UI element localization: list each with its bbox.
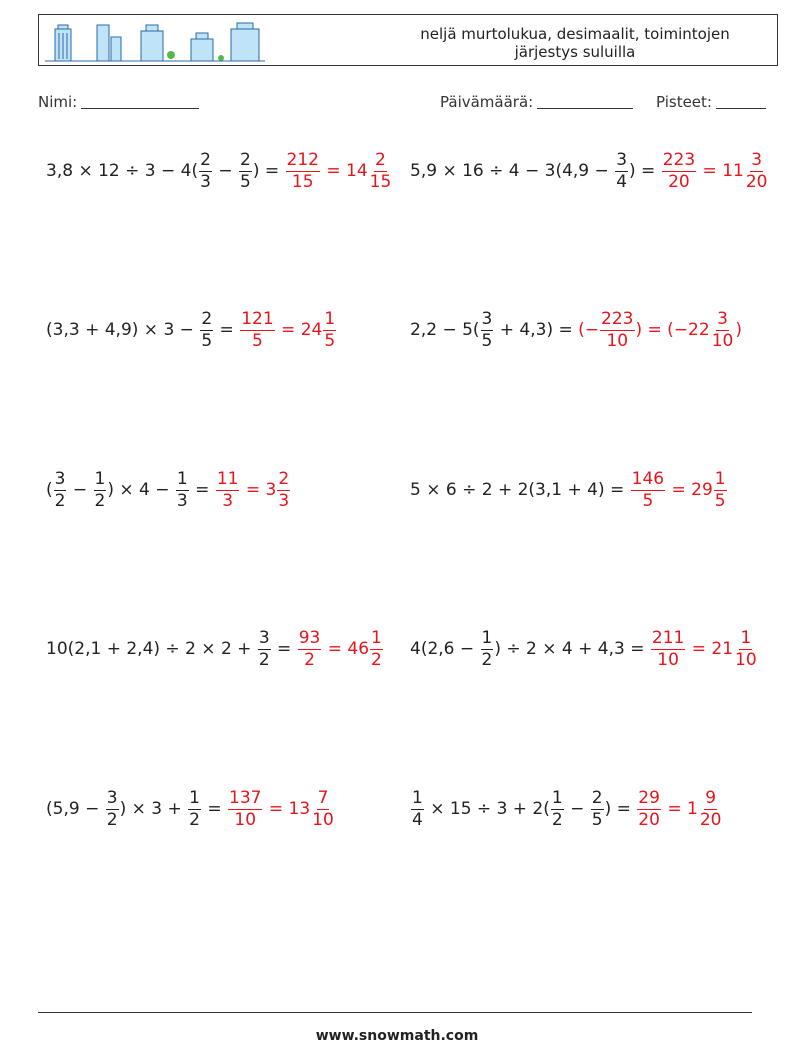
numerator: 1 — [94, 468, 106, 489]
expression-text: 2,2 − 5( — [410, 320, 480, 340]
problem-3 — [46, 305, 337, 355]
numerator: 1 — [176, 468, 188, 489]
numerator: 3 — [258, 627, 270, 648]
expression-text: ) × 3 + — [119, 799, 188, 819]
answer-fraction — [745, 149, 769, 192]
fraction — [481, 308, 494, 351]
answer-text: = 29 — [666, 480, 713, 500]
denominator: 10 — [657, 649, 679, 670]
date-blank[interactable] — [537, 93, 633, 109]
answer — [650, 627, 759, 670]
expression-text: − — [564, 799, 590, 819]
answer-text: (− — [578, 320, 600, 340]
fraction — [615, 149, 628, 192]
denominator: 3 — [222, 490, 234, 511]
numerator: 93 — [298, 627, 321, 648]
expression-text: 5 × 6 ÷ 2 + 2(3,1 + 4) = — [410, 480, 630, 500]
fraction — [188, 787, 201, 830]
denominator: 20 — [745, 171, 768, 192]
fraction — [176, 468, 189, 511]
problem-8 — [410, 624, 759, 674]
expression-text: (5,9 − — [46, 799, 105, 819]
score-label: Pisteet: — [656, 93, 712, 111]
numerator: 223 — [601, 308, 634, 329]
date-field[interactable] — [440, 93, 633, 111]
fraction — [199, 149, 212, 192]
expression-text: − — [212, 161, 238, 181]
denominator: 10 — [234, 809, 257, 830]
answer-text: = 14 — [320, 161, 368, 181]
numerator: 3 — [54, 468, 66, 489]
expression-text: ) = — [604, 799, 637, 819]
answer-fraction — [714, 468, 727, 511]
fraction — [481, 627, 494, 670]
answer — [285, 149, 394, 192]
expression-text: 4(2,6 − — [410, 639, 480, 659]
footer-divider — [38, 1012, 752, 1013]
numerator: 137 — [229, 787, 262, 808]
answer-fraction — [277, 468, 290, 511]
denominator: 10 — [711, 330, 734, 351]
answer-text: = 11 — [697, 161, 744, 181]
answer — [630, 468, 728, 511]
numerator: 3 — [106, 787, 118, 808]
denominator: 2 — [258, 649, 270, 670]
expression-text: ( — [46, 480, 53, 500]
denominator: 10 — [312, 809, 334, 830]
numerator: 1 — [551, 787, 563, 808]
expression-text: = — [271, 639, 297, 659]
score-blank[interactable] — [716, 93, 766, 109]
answer-fraction — [369, 149, 393, 192]
fraction — [239, 149, 252, 192]
expression-text: 10(2,1 + 2,4) ÷ 2 × 2 + — [46, 639, 257, 659]
denominator: 20 — [638, 809, 660, 830]
denominator: 10 — [735, 649, 757, 670]
denominator: 2 — [54, 490, 66, 511]
expression-text: = — [214, 320, 240, 340]
answer-text: = 21 — [686, 639, 734, 659]
name-label: Nimi: — [38, 93, 78, 111]
denominator: 20 — [668, 171, 690, 192]
answer-fraction — [370, 627, 383, 670]
numerator: 1 — [189, 787, 200, 808]
denominator: 15 — [291, 171, 314, 192]
numerator: 2 — [278, 468, 290, 489]
problem-6 — [410, 465, 728, 515]
denominator: 2 — [371, 649, 382, 670]
denominator: 5 — [591, 809, 603, 830]
fraction — [411, 787, 424, 830]
denominator: 5 — [201, 330, 213, 351]
answer — [578, 308, 742, 351]
problem-10 — [410, 784, 723, 834]
answer-fraction — [699, 787, 723, 830]
answer-fraction — [298, 627, 322, 670]
numerator: 3 — [751, 149, 763, 170]
numerator: 1 — [714, 468, 726, 489]
expression-text: ) × 4 − — [107, 480, 175, 500]
answer-fraction — [662, 149, 696, 192]
answer — [636, 787, 723, 830]
denominator: 4 — [412, 809, 423, 830]
denominator: 3 — [278, 490, 290, 511]
answer-fraction — [286, 149, 320, 192]
denominator: 5 — [642, 490, 654, 511]
denominator: 5 — [252, 330, 263, 351]
answer-fraction — [311, 787, 335, 830]
answer-fraction — [600, 308, 634, 351]
answer-fraction — [216, 468, 240, 511]
numerator: 2 — [200, 149, 211, 170]
fraction — [591, 787, 604, 830]
name-field[interactable] — [38, 93, 199, 111]
numerator: 2 — [375, 149, 386, 170]
numerator: 3 — [481, 308, 493, 329]
denominator: 3 — [200, 171, 211, 192]
answer — [297, 627, 384, 670]
denominator: 3 — [176, 490, 188, 511]
answer-text: = 3 — [240, 480, 277, 500]
expression-text: − — [67, 480, 93, 500]
answer-fraction — [711, 308, 735, 351]
title-line-2: järjestys suluilla — [514, 43, 636, 61]
numerator: 3 — [717, 308, 728, 329]
expression-text: = — [201, 799, 228, 819]
answer-fraction — [240, 308, 274, 351]
answer — [239, 308, 337, 351]
answer-fraction — [228, 787, 262, 830]
numerator: 1 — [324, 308, 336, 329]
denominator: 2 — [551, 809, 563, 830]
answer-text: ) — [735, 320, 742, 340]
date-label: Päivämäärä: — [440, 93, 534, 111]
expression-text: 5,9 × 16 ÷ 4 − 3(4,9 − — [410, 161, 615, 181]
name-blank[interactable] — [81, 93, 199, 109]
denominator: 5 — [239, 171, 251, 192]
denominator: 2 — [304, 649, 315, 670]
problem-5 — [46, 465, 291, 515]
answer-text: = 24 — [275, 320, 323, 340]
numerator: 211 — [651, 627, 685, 648]
city-buildings-icon — [45, 21, 265, 63]
numerator: 2 — [201, 308, 213, 329]
title-line-1: neljä murtolukua, desimaalit, toimintojen — [420, 25, 730, 43]
numerator: 2 — [239, 149, 251, 170]
numerator: 2 — [591, 787, 603, 808]
fraction — [106, 787, 119, 830]
expression-text: + 4,3) = — [494, 320, 579, 340]
numerator: 9 — [705, 787, 717, 808]
numerator: 3 — [616, 149, 628, 170]
problem-1 — [46, 146, 393, 196]
denominator: 2 — [189, 809, 200, 830]
answer — [215, 468, 291, 511]
header-box — [38, 14, 778, 66]
numerator: 1 — [481, 627, 493, 648]
numerator: 1 — [412, 787, 423, 808]
answer-text: = 46 — [322, 639, 370, 659]
expression-text: ) = — [252, 161, 285, 181]
denominator: 2 — [106, 809, 118, 830]
numerator: 121 — [241, 308, 274, 329]
fraction — [200, 308, 213, 351]
denominator: 15 — [369, 171, 392, 192]
numerator: 212 — [286, 149, 319, 170]
answer-fraction — [651, 627, 685, 670]
numerator: 7 — [317, 787, 329, 808]
numerator: 146 — [631, 468, 665, 489]
expression-text: (3,3 + 4,9) × 3 − — [46, 320, 200, 340]
answer-text: ) = (−22 — [635, 320, 710, 340]
denominator: 10 — [606, 330, 629, 351]
denominator: 5 — [481, 330, 493, 351]
fraction — [54, 468, 67, 511]
denominator: 2 — [94, 490, 106, 511]
expression-text: × 15 ÷ 3 + 2( — [424, 799, 550, 819]
footer-url[interactable]: www.snowmath.com — [315, 1028, 479, 1044]
problem-9 — [46, 784, 336, 834]
numerator: 1 — [371, 627, 382, 648]
problem-2 — [410, 146, 769, 196]
answer-fraction — [631, 468, 665, 511]
problem-4 — [410, 305, 742, 355]
fraction — [258, 627, 271, 670]
worksheet-title — [395, 25, 755, 61]
numerator: 223 — [662, 149, 696, 170]
answer-fraction — [637, 787, 661, 830]
fraction — [551, 787, 564, 830]
denominator: 5 — [324, 330, 336, 351]
denominator: 20 — [699, 809, 722, 830]
answer-text: = 13 — [263, 799, 311, 819]
answer — [227, 787, 336, 830]
denominator: 4 — [616, 171, 628, 192]
expression-text: 3,8 × 12 ÷ 3 − 4( — [46, 161, 199, 181]
numerator: 29 — [638, 787, 660, 808]
fraction — [94, 468, 107, 511]
problem-7 — [46, 624, 384, 674]
score-field[interactable] — [656, 93, 766, 111]
answer — [661, 149, 770, 192]
denominator: 2 — [481, 649, 493, 670]
denominator: 5 — [714, 490, 726, 511]
expression-text: ) ÷ 2 × 4 + 4,3 = — [494, 639, 650, 659]
answer-fraction — [734, 627, 758, 670]
numerator: 11 — [216, 468, 239, 489]
answer-text: = 1 — [661, 799, 698, 819]
numerator: 1 — [740, 627, 752, 648]
expression-text: = — [189, 480, 215, 500]
expression-text: ) = — [629, 161, 661, 181]
answer-fraction — [323, 308, 336, 351]
